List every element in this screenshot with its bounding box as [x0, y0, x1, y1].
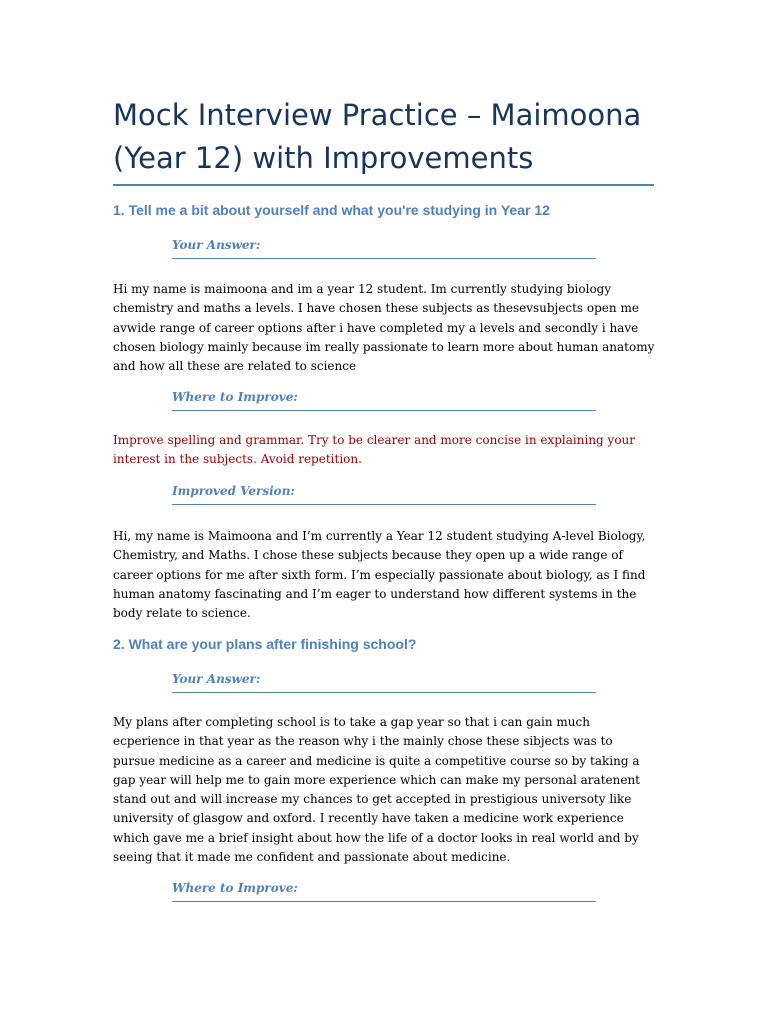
question-1-improved-block: [113, 527, 658, 623]
question-1-answer-block: [113, 280, 658, 376]
question-2-answer-label-block: [113, 672, 596, 693]
question-1-improve-block: [113, 431, 658, 470]
document-page: [113, 0, 658, 186]
your-answer-label: Your Answer:: [172, 672, 596, 693]
where-to-improve-label: Where to Improve:: [172, 390, 596, 411]
improve-text: Improve spelling and grammar. Try to be clearer and more concise in explaining your interest in the subjects. Avoid repetition.: [113, 433, 636, 467]
improved-text: Hi, my name is Maimoona and I’m currently a Year 12 student studying A-level Biology, Chemistry, and Maths. I chose these subjects because they open up a wide range of career options for me after sixth form. I’m especially passionate about biology, as I find human anatomy fascinating and I’m eager to understand how different systems in the body relate to science.: [113, 529, 646, 621]
question-1-improve-label-block: [113, 390, 596, 411]
question-1-heading-block: [113, 202, 550, 218]
your-answer-label: Your Answer:: [172, 238, 596, 259]
question-2-improve-label-block: [113, 881, 596, 902]
question-1-answer-label-block: [113, 238, 596, 259]
question-1-improved-label-block: [113, 484, 596, 505]
question-2-answer-block: [113, 713, 658, 867]
answer-text: My plans after completing school is to take a gap year so that i can gain much ecperience in that year as the reason why i the mainly chose these sibjects was to pursue medicine as a career and medicine is quite a competitive course so by taking a gap year will help me to gain more experience which can make my personal aratenent stand out and will increase my chances to get accepted in prestigious universoty like university of glasgow and oxford. I recently have taken a medicine work experience which gave me a brief insight about how the life of a doctor looks in real world and by seeing that it made me confident and passionate about medicine.: [113, 715, 641, 865]
answer-text: Hi my name is maimoona and im a year 12 student. Im currently studying biology chemistry and maths a levels. I have chosen these subjects as thesevsubjects open me avwide range of career options after i have completed my a levels and secondly i have chosen biology mainly because im really passionate to learn more about human anatomy and how all these are related to science: [113, 282, 655, 374]
question-2-heading-block: [113, 636, 416, 652]
question-heading: 2. What are your plans after finishing school?: [113, 636, 417, 652]
document-title: Mock Interview Practice – Maimoona (Year 12) with Improvements: [113, 0, 654, 186]
question-heading: 1. Tell me a bit about yourself and what you're studying in Year 12: [113, 202, 550, 218]
improved-version-label: Improved Version:: [172, 484, 596, 505]
where-to-improve-label: Where to Improve:: [172, 881, 596, 902]
